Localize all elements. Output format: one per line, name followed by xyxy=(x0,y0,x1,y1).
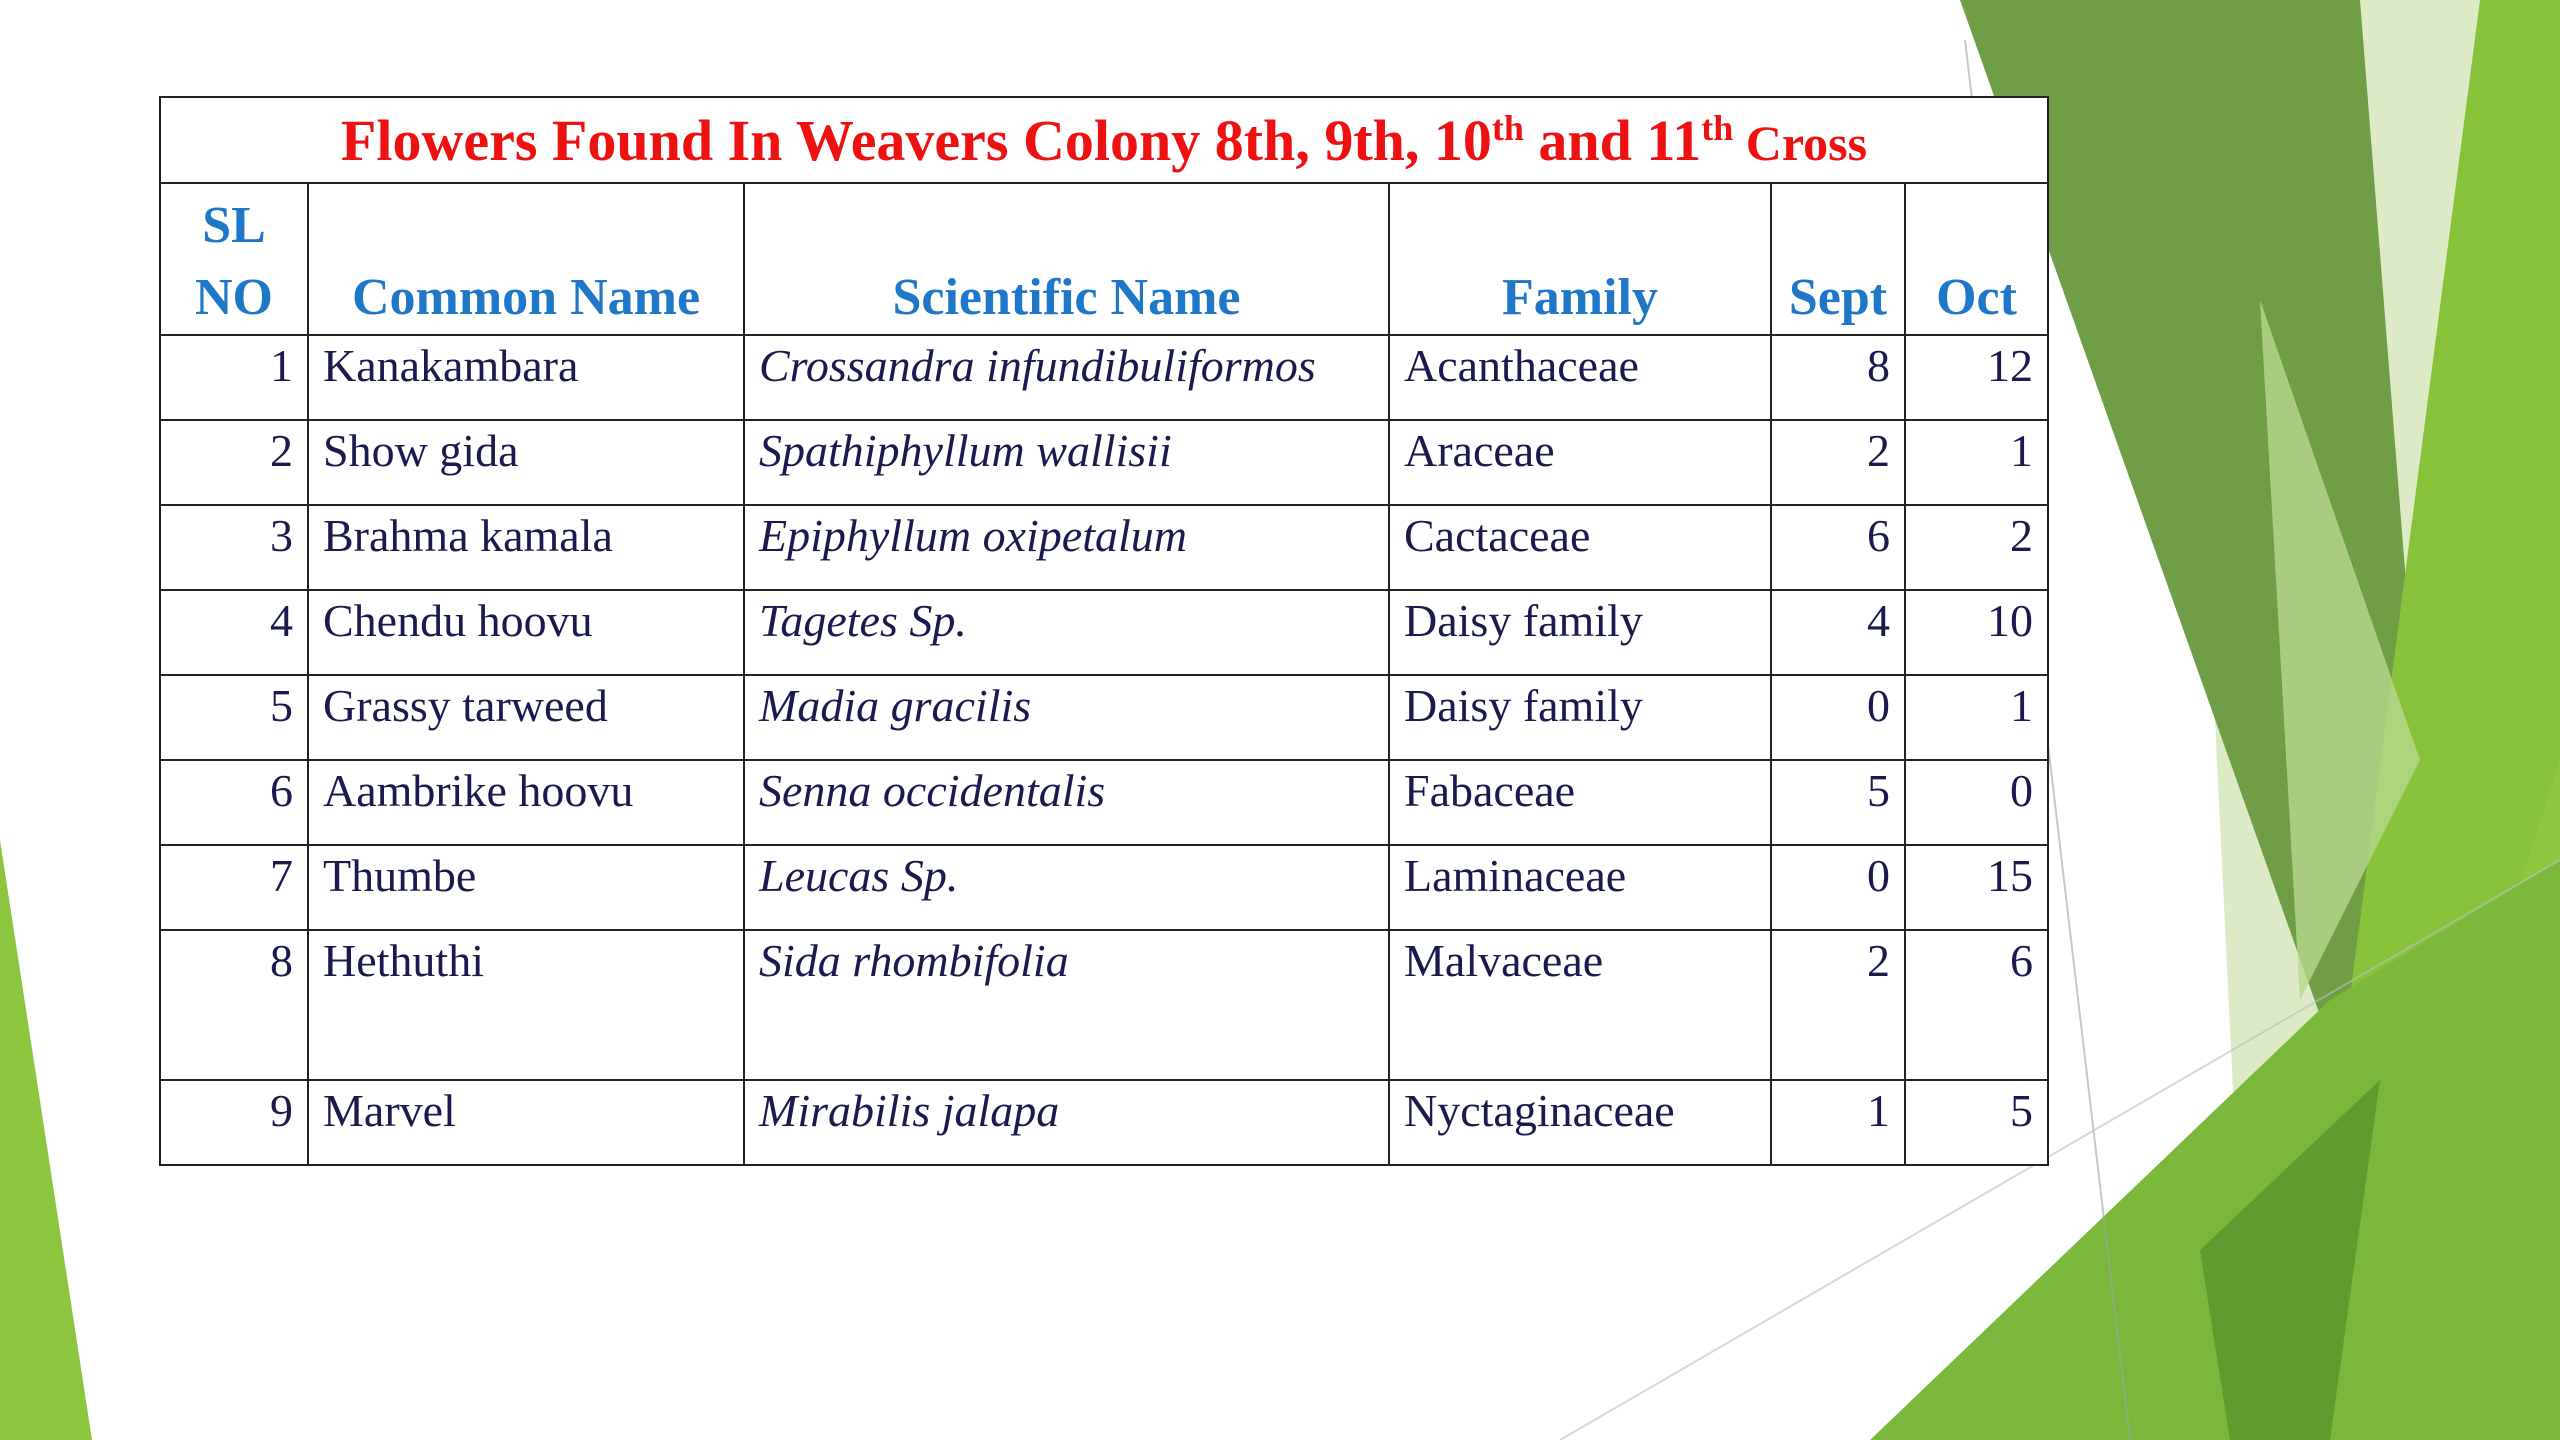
column-header-sept: Sept xyxy=(1771,183,1905,335)
cell-family: Fabaceae xyxy=(1389,760,1771,845)
table-row xyxy=(160,760,2048,845)
cell-sl: 7 xyxy=(160,845,308,930)
table-title xyxy=(160,97,2048,183)
cell-sl: 9 xyxy=(160,1080,308,1165)
cell-sl: 3 xyxy=(160,505,308,590)
cell-scientific-name: Mirabilis jalapa xyxy=(744,1080,1389,1165)
left-green-accent xyxy=(0,840,92,1440)
flowers-table xyxy=(159,96,2049,1166)
cell-sept: 0 xyxy=(1771,675,1905,760)
cell-oct: 1 xyxy=(1905,675,2048,760)
cell-sept: 6 xyxy=(1771,505,1905,590)
title-sup2: th xyxy=(1701,107,1734,148)
header-row xyxy=(160,183,2048,335)
cell-oct: 12 xyxy=(1905,335,2048,420)
cell-family: Acanthaceae xyxy=(1389,335,1771,420)
cell-oct: 10 xyxy=(1905,590,2048,675)
cell-scientific-name: Senna occidentalis xyxy=(744,760,1389,845)
cell-oct: 6 xyxy=(1905,930,2048,1080)
cell-family: Daisy family xyxy=(1389,590,1771,675)
sl-line2: NO xyxy=(195,269,273,326)
cell-common-name: Marvel xyxy=(308,1080,744,1165)
sl-line1: SL xyxy=(202,197,266,254)
column-header-family: Family xyxy=(1389,183,1771,335)
column-header-sl-no xyxy=(160,183,308,335)
table-row xyxy=(160,675,2048,760)
cell-sl: 8 xyxy=(160,930,308,1080)
table-row xyxy=(160,590,2048,675)
title-part1: Flowers Found In Weavers Colony 8th, 9th, 10 xyxy=(340,107,1492,173)
cell-sl: 1 xyxy=(160,335,308,420)
cell-family: Nyctaginaceae xyxy=(1389,1080,1771,1165)
cell-oct: 2 xyxy=(1905,505,2048,590)
cell-scientific-name: Madia gracilis xyxy=(744,675,1389,760)
cell-family: Daisy family xyxy=(1389,675,1771,760)
cell-sl: 5 xyxy=(160,675,308,760)
column-header-common-name: Common Name xyxy=(308,183,744,335)
title-sup1: th xyxy=(1491,107,1524,148)
cell-oct: 15 xyxy=(1905,845,2048,930)
cell-sl: 4 xyxy=(160,590,308,675)
cell-common-name: Aambrike hoovu xyxy=(308,760,744,845)
cell-scientific-name: Tagetes Sp. xyxy=(744,590,1389,675)
table-row xyxy=(160,930,2048,1080)
cell-common-name: Show gida xyxy=(308,420,744,505)
cell-family: Cactaceae xyxy=(1389,505,1771,590)
title-part3: Cross xyxy=(1733,114,1868,171)
cell-sept: 2 xyxy=(1771,930,1905,1080)
column-header-oct: Oct xyxy=(1905,183,2048,335)
cell-sept: 4 xyxy=(1771,590,1905,675)
cell-family: Malvaceae xyxy=(1389,930,1771,1080)
cell-common-name: Chendu hoovu xyxy=(308,590,744,675)
cell-sept: 5 xyxy=(1771,760,1905,845)
cell-common-name: Hethuthi xyxy=(308,930,744,1080)
cell-scientific-name: Spathiphyllum wallisii xyxy=(744,420,1389,505)
cell-sept: 8 xyxy=(1771,335,1905,420)
cell-family: Laminaceae xyxy=(1389,845,1771,930)
cell-sept: 1 xyxy=(1771,1080,1905,1165)
cell-oct: 0 xyxy=(1905,760,2048,845)
cell-scientific-name: Leucas Sp. xyxy=(744,845,1389,930)
cell-scientific-name: Epiphyllum oxipetalum xyxy=(744,505,1389,590)
cell-sept: 2 xyxy=(1771,420,1905,505)
cell-common-name: Brahma kamala xyxy=(308,505,744,590)
table-row xyxy=(160,505,2048,590)
table-row xyxy=(160,335,2048,420)
cell-sept: 0 xyxy=(1771,845,1905,930)
cell-scientific-name: Sida rhombifolia xyxy=(744,930,1389,1080)
cell-oct: 1 xyxy=(1905,420,2048,505)
cell-common-name: Thumbe xyxy=(308,845,744,930)
table-row xyxy=(160,1080,2048,1165)
column-header-scientific-name: Scientific Name xyxy=(744,183,1389,335)
cell-common-name: Kanakambara xyxy=(308,335,744,420)
title-part2: and 11 xyxy=(1523,107,1702,173)
cell-sl: 2 xyxy=(160,420,308,505)
cell-scientific-name: Crossandra infundibuliformos xyxy=(744,335,1389,420)
table-row xyxy=(160,845,2048,930)
cell-oct: 5 xyxy=(1905,1080,2048,1165)
cell-common-name: Grassy tarweed xyxy=(308,675,744,760)
table-row xyxy=(160,420,2048,505)
cell-family: Araceae xyxy=(1389,420,1771,505)
cell-sl: 6 xyxy=(160,760,308,845)
title-row xyxy=(160,97,2048,183)
